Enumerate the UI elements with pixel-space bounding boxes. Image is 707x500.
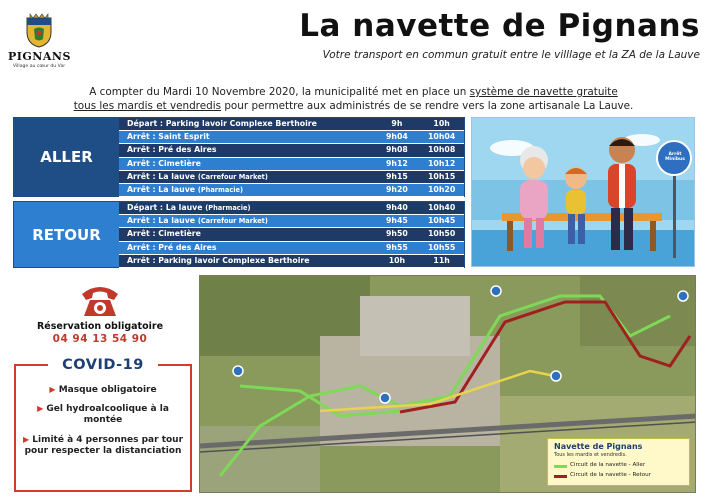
pignans-logo	[8, 8, 70, 74]
intro-part1: A compter du Mardi 10 Novembre 2020, la municipalité met en place un	[89, 86, 470, 98]
departure-time-second: 10h	[433, 119, 450, 128]
page-title: La navette de Pignans	[299, 8, 700, 44]
map-legend	[547, 438, 690, 486]
departure-time-second: 10h12	[428, 158, 456, 168]
aller-schedule-row	[119, 131, 464, 144]
stop-label: Arrêt : Parking lavoir Complexe Berthoire	[127, 255, 310, 265]
legend-retour-swatch	[554, 475, 567, 478]
intro-highlight-free-shuttle: système de navette gratuite	[469, 86, 618, 98]
people-at-bus-stop-icon	[472, 118, 695, 267]
retour-schedule-row	[119, 202, 464, 215]
stop-label: Arrêt : Saint Esprit	[127, 132, 210, 142]
aller-rows	[119, 118, 464, 197]
aller-schedule-row	[119, 144, 464, 157]
departure-time-second: 11h	[433, 255, 450, 265]
stop-name	[119, 255, 375, 267]
logo-tagline: Village au cœur du Var	[12, 64, 66, 69]
stop-label: Arrêt : Cimetière	[127, 158, 201, 168]
departure-time-first: 9h15	[385, 171, 408, 181]
legend-retour-label: Circuit de la navette - Retour	[570, 472, 651, 478]
stop-sublabel: (Carrefour Market)	[197, 217, 268, 226]
departure-time-first: 9h55	[385, 242, 408, 252]
logo-town-name: PIGNANS	[8, 50, 71, 63]
stop-name	[119, 228, 375, 240]
intro-part2: pour permettre aux administrés de se rendre vers la zone artisanale La Lauve.	[221, 100, 634, 112]
bus-stop-illustration	[471, 117, 695, 267]
departure-time-second: 10h08	[428, 145, 456, 155]
retour-schedule	[13, 201, 465, 268]
legend-aller-swatch	[554, 465, 567, 468]
aller-schedule-row	[119, 184, 464, 197]
departure-time-first: 9h50	[385, 229, 408, 239]
stop-name	[119, 171, 375, 183]
covid-item-gel	[20, 403, 186, 426]
stop-sublabel: (Pharmacie)	[197, 185, 244, 194]
departure-time-first: 9h04	[385, 132, 408, 142]
arrow-bullet-icon: ▶	[49, 385, 56, 394]
covid-item-text: Limité à 4 personnes par tour pour respecter la distanciation	[24, 435, 184, 456]
intro-highlight-days: tous les mardis et vendredis	[73, 100, 222, 112]
departure-time-first: 9h20	[385, 184, 408, 194]
legend-aller-label: Circuit de la navette - Aller	[570, 462, 646, 468]
page-subtitle: Votre transport en commun gratuit entre le villlage et la ZA de la Lauve	[322, 49, 700, 61]
aller-label: ALLER	[14, 118, 119, 196]
aller-schedule-row	[119, 171, 464, 184]
retour-schedule-row	[119, 242, 464, 255]
departure-time-second: 10h50	[428, 229, 456, 239]
stop-sublabel: (Carrefour Market)	[197, 172, 268, 181]
stop-name	[119, 184, 375, 196]
coat-of-arms-icon	[24, 12, 54, 48]
stop-name	[119, 158, 375, 170]
stop-label: Arrêt : Cimetière	[127, 229, 201, 239]
covid-item-text: Masque obligatoire	[58, 385, 157, 395]
departure-time-first: 9h45	[385, 216, 408, 226]
arrow-bullet-icon: ▶	[22, 435, 30, 444]
stop-label: Arrêt : La lauve	[127, 184, 196, 194]
retour-rows	[119, 202, 464, 268]
departure-time-first: 9h40	[385, 203, 408, 212]
departure-time-second: 10h04	[428, 132, 456, 142]
departure-time-first: 9h	[391, 119, 403, 128]
stop-label: Arrêt : La lauve	[127, 216, 196, 226]
legend-title: Navette de Pignans	[554, 442, 643, 451]
retour-schedule-row	[119, 215, 464, 228]
retour-schedule-row	[119, 228, 464, 241]
departure-time-second: 10h15	[428, 171, 456, 181]
retour-label: RETOUR	[14, 202, 119, 267]
covid-item-mask	[20, 384, 186, 396]
departure-time-second: 10h55	[428, 242, 456, 252]
aller-schedule-row	[119, 118, 464, 131]
stop-name	[119, 242, 375, 254]
stop-name	[119, 131, 375, 143]
departure-time-second: 10h45	[428, 216, 456, 226]
covid-title: COVID-19	[48, 357, 158, 373]
departure-time-second: 10h20	[428, 184, 456, 194]
stop-name	[119, 118, 375, 130]
reservation-phone: 04 94 13 54 90	[52, 333, 148, 345]
departure-time-first: 9h12	[385, 158, 408, 168]
telephone-icon	[78, 282, 122, 318]
aller-schedule-row	[119, 158, 464, 171]
stop-label: Arrêt : La lauve	[127, 171, 196, 181]
bus-stop-sign-text: Arrêt Minibus	[665, 152, 685, 162]
reservation-label: Réservation obligatoire	[36, 321, 164, 332]
departure-time-second: 10h40	[428, 203, 456, 212]
aller-schedule	[13, 117, 465, 197]
stop-label: Départ : La lauve	[127, 203, 203, 212]
departure-time-first: 9h08	[385, 145, 408, 155]
stop-name	[119, 202, 375, 214]
retour-schedule-row	[119, 255, 464, 268]
arrow-bullet-icon: ▶	[37, 404, 44, 413]
stop-label: Arrêt : Pré des Aires	[127, 145, 217, 155]
covid-item-text: Gel hydroalcoolique à la montée	[46, 404, 169, 425]
covid-item-limit	[20, 434, 186, 457]
legend-subtitle: Tous les mardis et vendredis.	[554, 452, 627, 458]
stop-label: Arrêt : Pré des Aires	[127, 242, 217, 252]
stop-sublabel: (Pharmacie)	[205, 204, 251, 212]
stop-label: Départ : Parking lavoir Complexe Berthoire	[127, 119, 317, 128]
intro-paragraph	[20, 85, 687, 113]
stop-name	[119, 215, 375, 227]
stop-name	[119, 144, 375, 156]
departure-time-first: 10h	[388, 255, 406, 265]
